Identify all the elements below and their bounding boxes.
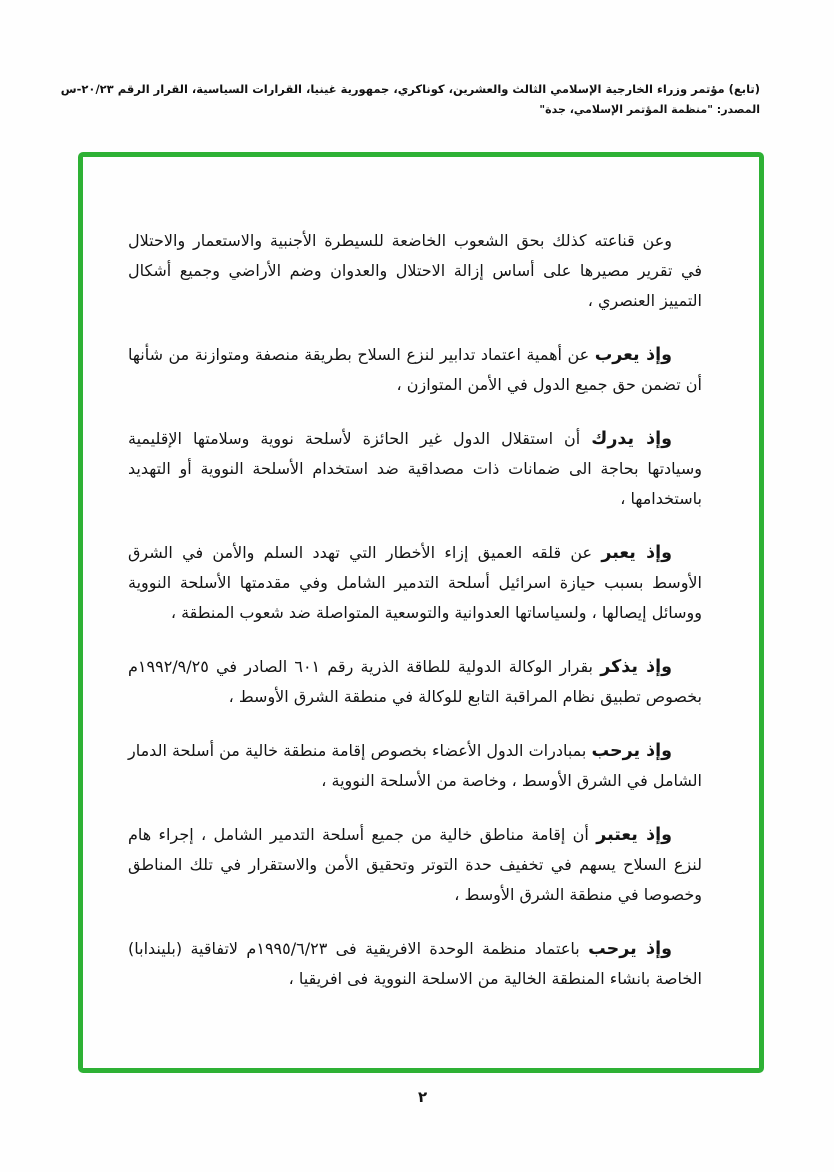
paragraph-1 xyxy=(128,226,702,316)
paragraph-text: أن إقامة مناطق خالية من جميع أسلحة التدمير الشامل ، إجراء هام لنزع السلاح يسهم في تخفيف حدة التوتر وتحقيق الأمن والاستقرار في تلك المناطق وخصوصا في منطقة الشرق الأوسط ، xyxy=(128,825,702,904)
paragraph-lead: وإذ يعرب xyxy=(594,345,672,365)
header-source: المصدر: "منظمة المؤتمر الإسلامي، جدة" xyxy=(539,103,760,116)
document-header xyxy=(20,82,760,116)
paragraph-text: باعتماد منظمة الوحدة الافريقية فى ١٩٩٥/٦/٢٣م لاتفاقية (بليندابا) الخاصة بانشاء المنطقة الخالية من الاسلحة النووية فى افريقيا ، xyxy=(128,939,702,988)
paragraph-lead: وإذ يعبر xyxy=(601,543,673,563)
document-body xyxy=(128,226,702,1018)
paragraph-text: وعن قناعته كذلك بحق الشعوب الخاضعة للسيطرة الأجنبية والاستعمار والاحتلال في تقرير مصيرها على أساس إزالة الاحتلال والعدوان وضم الأراضي وجميع أشكال التمييز العنصري ، xyxy=(128,231,702,310)
paragraph-8 xyxy=(128,934,702,994)
paragraph-text: أن استقلال الدول غير الحائزة لأسلحة نووية وسلامتها الإقليمية وسيادتها بحاجة الى ضمانات ذات مصداقية ضد استخدام الأسلحة النووية أو التهديد باستخدامها ، xyxy=(128,429,702,508)
paragraph-7 xyxy=(128,820,702,910)
paragraph-lead: وإذ يرحب xyxy=(591,741,673,761)
paragraph-text: بقرار الوكالة الدولية للطاقة الذرية رقم ٦٠١ الصادر في ١٩٩٢/٩/٢٥م بخصوص تطبيق نظام المراقبة التابع للوكالة في منطقة الشرق الأوسط ، xyxy=(128,657,702,706)
paragraph-text: عن قلقه العميق إزاء الأخطار التي تهدد السلم والأمن في الشرق الأوسط بسبب حيازة اسرائيل أسلحة التدمير الشامل وفي مقدمتها الأسلحة النووية ووسائل إيصالها ، ولسياساتها العدوانية والتوسعية المتواصلة ضد شعوب المنطقة ، xyxy=(128,543,702,622)
paragraph-3 xyxy=(128,424,702,514)
paragraph-2 xyxy=(128,340,702,400)
page-number: ٢ xyxy=(418,1088,428,1106)
header-title: (تابع) مؤتمر وزراء الخارجية الإسلامي الثالث والعشرين، كوناكري، جمهورية غينيا، القرارات السياسية، القرار الرقم ٢٠/٢٣-س xyxy=(60,82,760,96)
paragraph-text: عن أهمية اعتماد تدابير لنزع السلاح بطريقة منصفة ومتوازنة من شأنها أن تضمن حق جميع الدول في الأمن المتوازن ، xyxy=(128,345,702,394)
paragraph-lead: وإذ يذكر xyxy=(600,657,673,677)
paragraph-text: بمبادرات الدول الأعضاء بخصوص إقامة منطقة خالية من أسلحة الدمار الشامل في الشرق الأوسط ، وخاصة من الأسلحة النووية ، xyxy=(128,741,702,790)
paragraph-6 xyxy=(128,736,702,796)
paragraph-5 xyxy=(128,652,702,712)
paragraph-lead: وإذ يعتبر xyxy=(596,825,673,845)
paragraph-lead: وإذ يرحب xyxy=(588,939,672,959)
paragraph-4 xyxy=(128,538,702,628)
paragraph-lead: وإذ يدرك xyxy=(591,429,672,449)
